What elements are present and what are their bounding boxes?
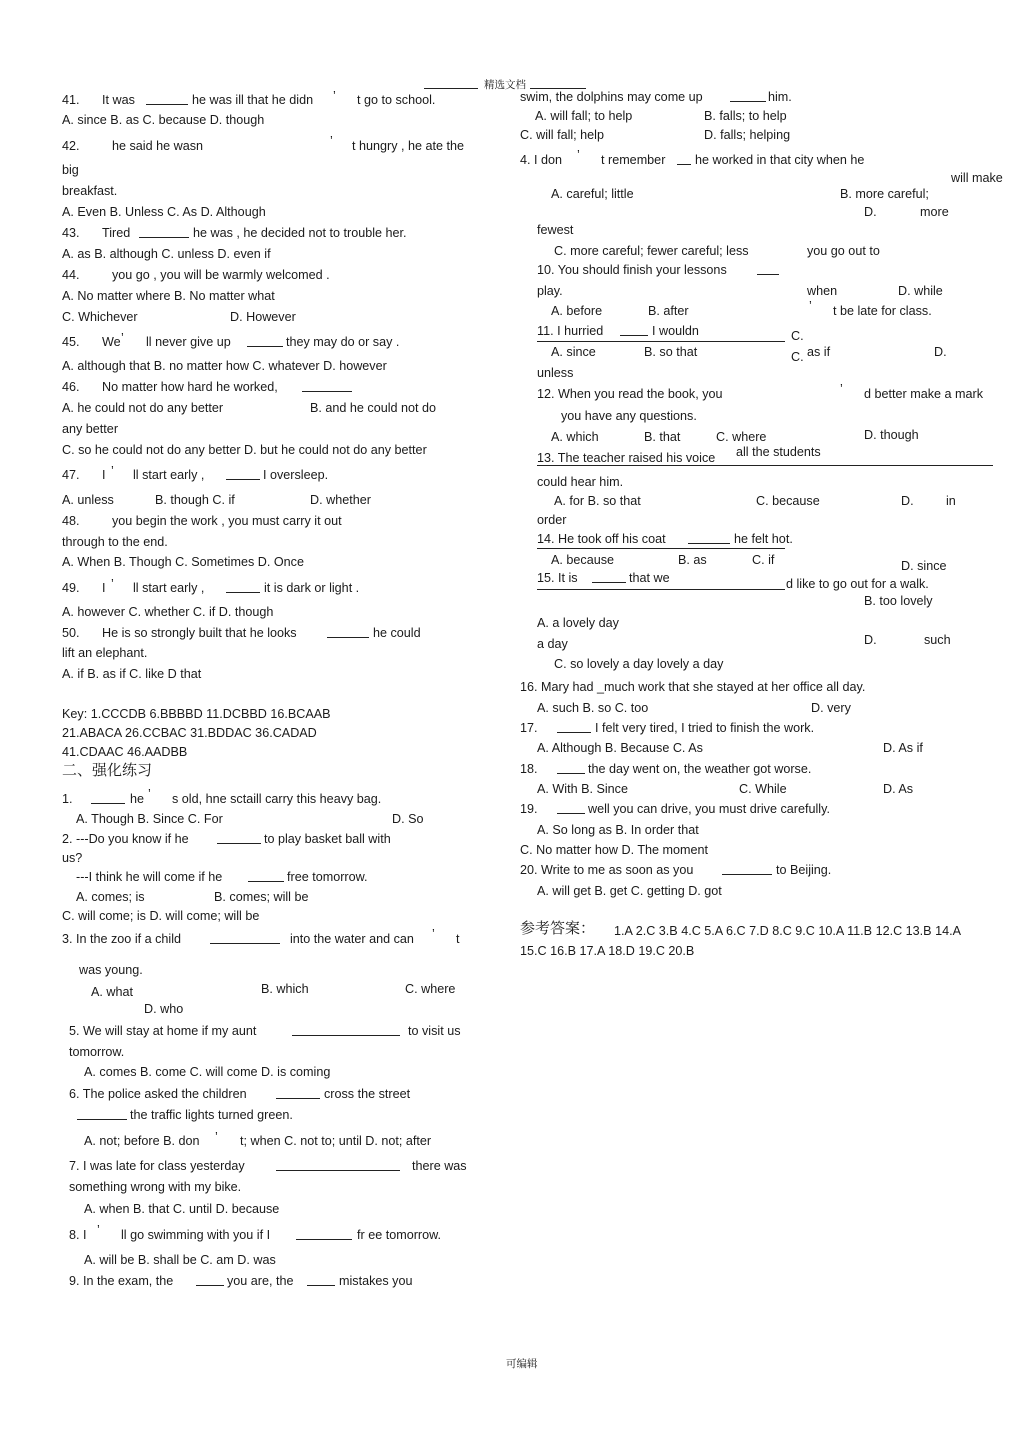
q45-number: 45. (62, 335, 80, 349)
p9-text-2: you are, the (227, 1274, 294, 1288)
r13-text: 13. The teacher raised his voice (537, 451, 716, 465)
p6-blank (276, 1086, 320, 1103)
p5-blank (292, 1023, 400, 1040)
q44-option-3: D. However (230, 310, 296, 324)
r11-option-2: B. so that (644, 345, 698, 359)
r14-text-2: he felt hot. (734, 532, 793, 546)
r15-option-2: A. a lovely day (537, 616, 619, 630)
q48-text: you begin the work , you must carry it out (112, 514, 342, 528)
q42-apostrophe: ’ (330, 134, 333, 148)
r10-text-3: when (807, 284, 838, 298)
p3-option-4: D. who (144, 1002, 184, 1016)
q46-number: 46. (62, 380, 80, 394)
r19-option-1: A. So long as B. In order that (537, 823, 699, 837)
q49-text-2: ll start early , (133, 581, 205, 595)
r12-text-3: you have any questions. (561, 409, 697, 423)
r16-option-1: A. such B. so C. too (537, 701, 649, 715)
r10-blank (757, 262, 779, 279)
r11-option-1: A. since (551, 345, 596, 359)
q50-number: 50. (62, 626, 80, 640)
r0-option-1: A. will fall; to help (535, 109, 633, 123)
q47-option-3: D. whether (310, 493, 371, 507)
p2-text-5: free tomorrow. (287, 870, 368, 884)
p3-option-3: C. where (405, 982, 456, 996)
r15-option-3: a day (537, 637, 568, 651)
r12-option-4: D. though (864, 428, 919, 442)
p5-text-3: tomorrow. (69, 1045, 125, 1059)
r15-rule (537, 589, 785, 590)
r12-text: 12. When you read the book, you (537, 387, 723, 401)
q47-option-2: B. though C. if (155, 493, 235, 507)
r9-option-3: D. (864, 205, 877, 219)
r14-option-3: C. if (752, 553, 775, 567)
r12-text-2: d better make a mark (864, 387, 983, 401)
r18-text: the day went on, the weather got worse. (588, 762, 812, 776)
r19-option-2: C. No matter how D. The moment (520, 843, 709, 857)
r17-option-2: D. As if (883, 741, 923, 755)
r4-apostrophe: ’ (577, 148, 580, 162)
q47-apostrophe: ’ (111, 464, 114, 478)
p1-text: he (130, 792, 145, 806)
p3-blank (210, 931, 280, 948)
r0-text: swim, the dolphins may come up (520, 90, 703, 104)
r15-option-5: such (924, 633, 951, 647)
r15-text-3: d like to go out for a walk. (786, 577, 929, 591)
r20-text-2: to Beijing. (776, 863, 832, 877)
r14-blank (688, 531, 730, 548)
section-heading: 二、强化练习 (62, 761, 153, 779)
q50-options: A. if B. as if C. like D that (62, 667, 202, 681)
p2-blank-2 (248, 869, 284, 886)
p2-text: 2. ---Do you know if he (62, 832, 189, 846)
r14-option-1: A. because (551, 553, 615, 567)
p2-option-3: C. will come; is D. will come; will be (62, 909, 260, 923)
q50-text-2: he could (373, 626, 421, 640)
r9-option-4: more (920, 205, 949, 219)
answers-line-2: 15.C 16.B 17.A 18.D 19.C 20.B (520, 944, 695, 958)
p2-option-2: B. comes; will be (214, 890, 309, 904)
q41-text-2: he was ill that he didn (192, 93, 314, 107)
q49-options: A. however C. whether C. if D. though (62, 605, 274, 619)
r10-apostrophe: ’ (809, 299, 812, 313)
q47-option-1: A. unless (62, 493, 114, 507)
q44-number: 44. (62, 268, 80, 282)
r12-option-2: B. that (644, 430, 681, 444)
r9-option-6: C. more careful; fewer careful; less (554, 244, 749, 258)
answer-key-line-2: 21.ABACA 26.CCBAC 31.BDDAC 36.CADAD (62, 726, 317, 740)
r11-rule (537, 341, 785, 342)
p8-options: A. will be B. shall be C. am D. was (84, 1253, 276, 1267)
r17-text: I felt very tired, I tried to finish the work. (595, 721, 815, 735)
q41-options: A. since B. as C. because D. though (62, 113, 265, 127)
q49-apostrophe: ’ (111, 577, 114, 591)
q45-text-2: ll never give up (146, 335, 231, 349)
r9-text-2: you go out to (807, 244, 880, 258)
p3-text-3: t (456, 932, 460, 946)
p6-options: A. not; before B. don (84, 1134, 200, 1148)
r17-number: 17. (520, 721, 538, 735)
p3-text-2: into the water and can (290, 932, 414, 946)
p6-blank-2 (77, 1107, 127, 1124)
r12-option-3: C. where (716, 430, 767, 444)
r13-option-5: order (537, 513, 567, 527)
r13-option-1: A. for B. so that (554, 494, 641, 508)
q47-number: 47. (62, 468, 80, 482)
q43-options: A. as B. although C. unless D. even if (62, 247, 271, 261)
r17-option-1: A. Although B. Because C. As (537, 741, 703, 755)
q43-number: 43. (62, 226, 80, 240)
r19-blank (557, 801, 585, 818)
p5-text: 5. We will stay at home if my aunt (69, 1024, 257, 1038)
page-footer: 可编辑 (506, 1358, 538, 1370)
q46-option-4: C. so he could not do any better D. but he could not do any better (62, 443, 427, 457)
p8-text: 8. I (69, 1228, 87, 1242)
r11-blank (620, 323, 648, 340)
q42-number: 42. (62, 139, 80, 153)
q45-options: A. although that B. no matter how C. whatever D. however (62, 359, 387, 373)
q46-option-2: B. and he could not do (310, 401, 437, 415)
p2-text-2: to play basket ball with (264, 832, 391, 846)
p7-text: 7. I was late for class yesterday (69, 1159, 245, 1173)
r19-number: 19. (520, 802, 538, 816)
q45-apostrophe: ’ (121, 331, 124, 345)
r15-option-6: C. so lovely a day lovely a day (554, 657, 724, 671)
q42-text-2: t hungry , he ate the (352, 139, 465, 153)
r11-option-4: D. (934, 345, 947, 359)
r4-blank (677, 152, 691, 169)
p6-text-3: the traffic lights turned green. (130, 1108, 293, 1122)
r10-option-4: D. while (898, 284, 943, 298)
r13-option-4: in (946, 494, 956, 508)
p1-number: 1. (62, 792, 73, 806)
p6-options-2: t; when C. not to; until D. not; after (240, 1134, 432, 1148)
p7-options: A. when B. that C. until D. because (84, 1202, 280, 1216)
q48-text-2: through to the end. (62, 535, 168, 549)
r15-text: 15. It is (537, 571, 578, 585)
p8-blank (296, 1227, 352, 1244)
q46-option-1: A. he could not do any better (62, 401, 224, 415)
q44-option-2: C. Whichever (62, 310, 138, 324)
p7-text-3: something wrong with my bike. (69, 1180, 242, 1194)
q47-text: I (102, 468, 106, 482)
answers-line-1: 1.A 2.C 3.B 4.C 5.A 6.C 7.D 8.C 9.C 10.A 11.B 12.C 13.B 14.A (614, 924, 961, 938)
r12-apostrophe: ’ (840, 382, 843, 396)
q41-text: It was (102, 93, 135, 107)
q41-text-3: t go to school. (357, 93, 436, 107)
q43-text: Tired (102, 226, 131, 240)
q50-text: He is so strongly built that he looks (102, 626, 297, 640)
q41-blank (146, 92, 188, 109)
q43-blank (139, 225, 189, 242)
p8-text-2: ll go swimming with you if I (121, 1228, 271, 1242)
q49-blank (226, 580, 260, 597)
p2-option-1: A. comes; is (76, 890, 145, 904)
r10-text: 10. You should finish your lessons (537, 263, 727, 277)
r16-option-2: D. very (811, 701, 851, 715)
r13-text-3: could hear him. (537, 475, 624, 489)
p1-apostrophe: ’ (148, 787, 151, 801)
r11-text: 11. I hurried (537, 324, 604, 338)
r4-text: 4. I don (520, 153, 563, 167)
q50-text-3: lift an elephant. (62, 646, 148, 660)
r4-text-2: t remember (601, 153, 666, 167)
p3-option-1: A. what (91, 985, 133, 999)
q47-blank (226, 467, 260, 484)
r11-text-3: C. (791, 329, 804, 343)
header-label: 精选文档 (484, 79, 526, 91)
q41-number: 41. (62, 93, 80, 107)
q42-text-3: big (62, 163, 79, 177)
p6-text-2: cross the street (324, 1087, 411, 1101)
r16-text: 16. Mary had _much work that she stayed at her office all day. (520, 680, 866, 694)
p1-option-2: D. So (392, 812, 424, 826)
r18-option-1: A. With B. Since (537, 782, 628, 796)
p8-apostrophe: ’ (97, 1223, 100, 1237)
r4-text-3: he worked in that city when he (695, 153, 865, 167)
r12-option-1: A. which (551, 430, 599, 444)
q45-text-3: they may do or say . (286, 335, 400, 349)
r15-blank (592, 570, 626, 587)
p3-option-2: B. which (261, 982, 309, 996)
r10-option-2: B. after (648, 304, 689, 318)
p7-blank (276, 1158, 400, 1175)
p1-blank (91, 791, 125, 808)
q42-options: A. Even B. Unless C. As D. Although (62, 205, 266, 219)
q46-blank (302, 379, 352, 396)
r18-blank (557, 761, 585, 778)
p3-text-4: was young. (79, 963, 143, 977)
p5-text-2: to visit us (408, 1024, 461, 1038)
r20-blank (722, 862, 772, 879)
r14-text: 14. He took off his coat (537, 532, 666, 546)
p9-text: 9. In the exam, the (69, 1274, 174, 1288)
p5-options: A. comes B. come C. will come D. is coming (84, 1065, 331, 1079)
q45-text: We (102, 335, 121, 349)
q42-text: he said he wasn (112, 139, 204, 153)
q48-number: 48. (62, 514, 80, 528)
q45-blank (247, 334, 283, 351)
r13-option-3: D. (901, 494, 914, 508)
q50-blank (327, 625, 369, 642)
p2-text-4: ---I think he will come if he (76, 870, 223, 884)
r14-option-4: D. since (901, 559, 947, 573)
r9-option-1: A. careful; little (551, 187, 634, 201)
q46-text: No matter how hard he worked, (102, 380, 278, 394)
p6-text: 6. The police asked the children (69, 1087, 247, 1101)
p9-text-3: mistakes you (339, 1274, 413, 1288)
q49-number: 49. (62, 581, 80, 595)
r0-option-4: D. falls; helping (704, 128, 791, 142)
p1-option-1: A. Though B. Since C. For (76, 812, 223, 826)
p3-apostrophe: ’ (432, 927, 435, 941)
p1-text-2: s old, hne sctaill carry this heavy bag. (172, 792, 382, 806)
p2-text-3: us? (62, 851, 83, 865)
p7-text-2: there was (412, 1159, 467, 1173)
r11-text-5: unless (537, 366, 574, 380)
r13-option-2: C. because (756, 494, 820, 508)
q47-text-3: I oversleep. (263, 468, 329, 482)
q43-text-2: he was , he decided not to trouble her. (193, 226, 407, 240)
answer-key-line-1: Key: 1.CCCDB 6.BBBBD 11.DCBBD 16.BCAAB (62, 707, 331, 721)
p9-blank (196, 1273, 224, 1290)
answers-label: 参考答案： (520, 919, 596, 937)
r10-text-2: play. (537, 284, 563, 298)
q49-text-3: it is dark or light . (264, 581, 360, 595)
r11-option-3: as if (807, 345, 831, 359)
q48-options: A. When B. Though C. Sometimes D. Once (62, 555, 304, 569)
q41-apostrophe: ’ (333, 89, 336, 103)
r15-option-4: D. (864, 633, 877, 647)
r14-option-2: B. as (678, 553, 707, 567)
r18-number: 18. (520, 762, 538, 776)
q49-text: I (102, 581, 106, 595)
r15-text-2: that we (629, 571, 670, 585)
r18-option-2: C. While (739, 782, 787, 796)
q47-text-2: ll start early , (133, 468, 205, 482)
answer-key-line-3: 41.CDAAC 46.AADBB (62, 745, 188, 759)
q44-text: you go , you will be warmly welcomed . (112, 268, 330, 282)
r19-text: well you can drive, you must drive carefully. (588, 802, 830, 816)
r11-text-2: I wouldn (652, 324, 699, 338)
q42-text-4: breakfast. (62, 184, 118, 198)
q46-option-3: any better (62, 422, 119, 436)
q44-option-1: A. No matter where B. No matter what (62, 289, 275, 303)
r11-text-4: C. (791, 350, 804, 364)
r0-text-2: him. (768, 90, 792, 104)
header-rule-left (424, 88, 478, 89)
r20-text: 20. Write to me as soon as you (520, 863, 694, 877)
p2-blank (217, 831, 261, 848)
r15-option-1: B. too lovely (864, 594, 933, 608)
r18-option-3: D. As (883, 782, 914, 796)
r9-option-2: B. more careful; (840, 187, 929, 201)
r10-option-1: A. before (551, 304, 603, 318)
p9-blank-2 (307, 1273, 335, 1290)
r0-option-2: B. falls; to help (704, 109, 787, 123)
r14-rule (537, 548, 785, 549)
p3-text: 3. In the zoo if a child (62, 932, 182, 946)
r0-blank (730, 89, 766, 106)
r20-options: A. will get B. get C. getting D. got (537, 884, 722, 898)
r10-text-4: t be late for class. (833, 304, 932, 318)
r9-option-5: fewest (537, 223, 574, 237)
r13-text-2: all the students (736, 445, 821, 459)
p6-apostrophe: ’ (215, 1130, 218, 1144)
r13-rule (537, 465, 993, 466)
r9-text: will make (951, 171, 1003, 185)
p8-text-3: fr ee tomorrow. (357, 1228, 441, 1242)
r0-option-3: C. will fall; help (520, 128, 604, 142)
r17-blank (557, 720, 591, 737)
